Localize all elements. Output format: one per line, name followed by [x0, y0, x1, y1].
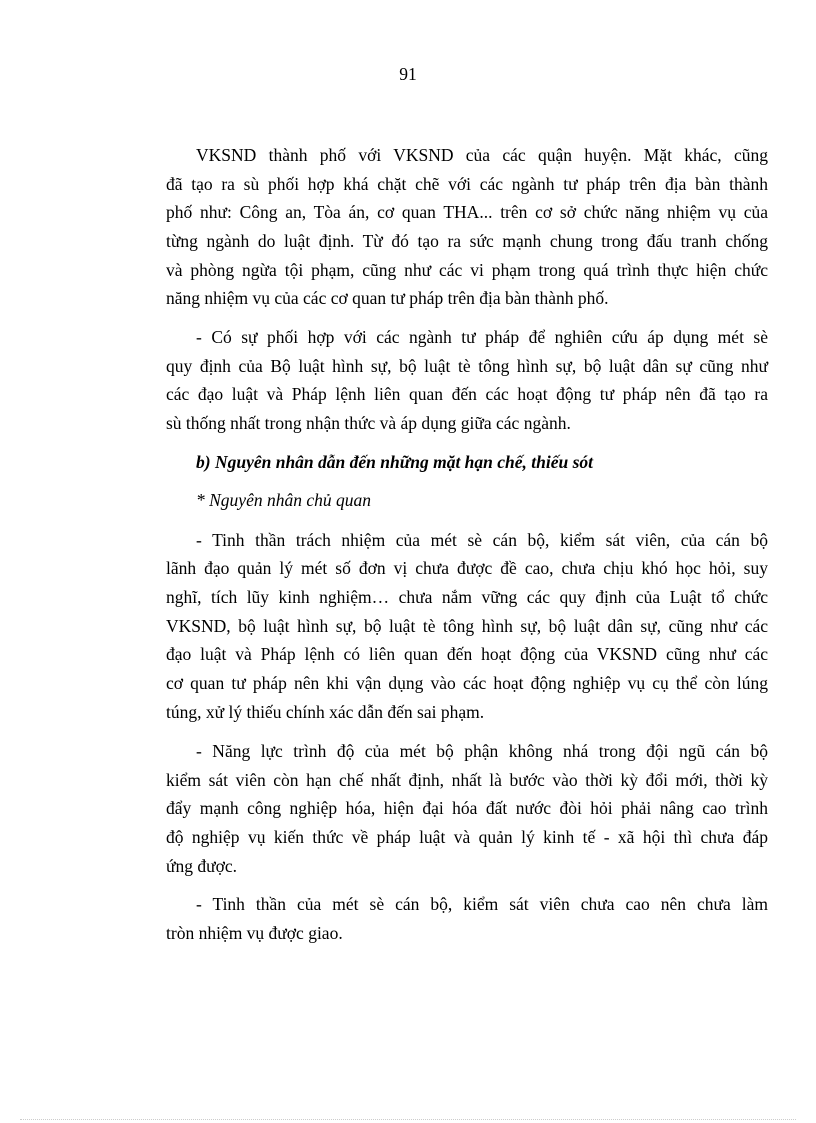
paragraph-4-line: - Năng lực trình độ của mét bộ phận không nhá trong đội ngũ cán bộ	[196, 741, 768, 761]
paragraph-3-line: cơ quan tư pháp nên khi vận dụng vào các hoạt động nghiệp vụ cụ thể còn lúng	[166, 673, 768, 693]
page-number: 91	[399, 64, 417, 84]
paragraph-3-line: nghĩ, tích lũy kinh nghiệm… chưa nắm vững các quy định của Luật tổ chức	[166, 587, 768, 607]
paragraph-4-line: độ nghiệp vụ kiến thức về pháp luật và quản lý kinh tế - xã hội thì chưa đáp	[166, 827, 768, 847]
paragraph-1-line: từng ngành do luật định. Từ đó tạo ra sức mạnh chung trong đấu tranh chống	[166, 231, 768, 251]
paragraph-1-line: VKSND thành phố với VKSND của các quận huyện. Mặt khác, cũng	[196, 145, 768, 165]
paragraph-2-line: - Có sự phối hợp với các ngành tư pháp để nghiên cứu áp dụng mét sè	[196, 327, 768, 347]
paragraph-1-line: năng nhiệm vụ của các cơ quan tư pháp trên địa bàn thành phố.	[166, 288, 609, 308]
paragraph-3-line: - Tinh thần trách nhiệm của mét sè cán bộ, kiểm sát viên, của cán bộ	[196, 530, 768, 550]
paragraph-3-line: túng, xử lý thiếu chính xác dẫn đến sai phạm.	[166, 702, 485, 722]
paragraph-5-line: - Tinh thần của mét sè cán bộ, kiểm sát viên chưa cao nên chưa làm	[196, 894, 768, 914]
paragraph-2-line: các đạo luật và Pháp lệnh liên quan đến các hoạt động tư pháp nên đã tạo ra	[166, 384, 768, 404]
section-heading: b) Nguyên nhân dẫn đến những mặt hạn chế, thiếu sót	[196, 452, 594, 472]
paragraph-3-line: đạo luật và Pháp lệnh có liên quan đến hoạt động của VKSND cũng như các	[166, 644, 768, 664]
paragraph-4-line: đẩy mạnh công nghiệp hóa, hiện đại hóa đất nước đòi hỏi phải nâng cao trình	[166, 798, 768, 818]
paragraph-5-line: tròn nhiệm vụ được giao.	[166, 923, 343, 943]
paragraph-2-line: quy định của Bộ luật hình sự, bộ luật tè tông hình sự, bộ luật dân sự cũng như	[166, 356, 768, 376]
subsection-heading: * Nguyên nhân chủ quan	[196, 490, 371, 510]
paragraph-1-line: phố như: Công an, Tòa án, cơ quan THA... trên cơ sở chức năng nhiệm vụ của	[166, 202, 768, 222]
paragraph-2-line: sù thống nhất trong nhận thức và áp dụng giữa các ngành.	[166, 413, 571, 433]
paragraph-3-line: VKSND, bộ luật hình sự, bộ luật tè tông hình sự, bộ luật dân sự, cũng như các	[166, 616, 768, 636]
paragraph-4-line: ứng được.	[166, 856, 237, 876]
paragraph-1-line: và phòng ngừa tội phạm, cũng như các vi phạm trong quá trình thực hiện chức	[166, 260, 768, 280]
paragraph-4-line: kiểm sát viên còn hạn chế nhất định, nhất là bước vào thời kỳ đổi mới, thời kỳ	[166, 770, 768, 790]
paragraph-1-line: đã tạo ra sù phối hợp khá chặt chẽ với các ngành tư pháp trên địa bàn thành	[166, 174, 768, 194]
page-bottom-divider	[20, 1119, 796, 1120]
paragraph-3-line: lãnh đạo quản lý mét số đơn vị chưa được đề cao, chưa chịu khó học hỏi, suy	[166, 558, 768, 578]
